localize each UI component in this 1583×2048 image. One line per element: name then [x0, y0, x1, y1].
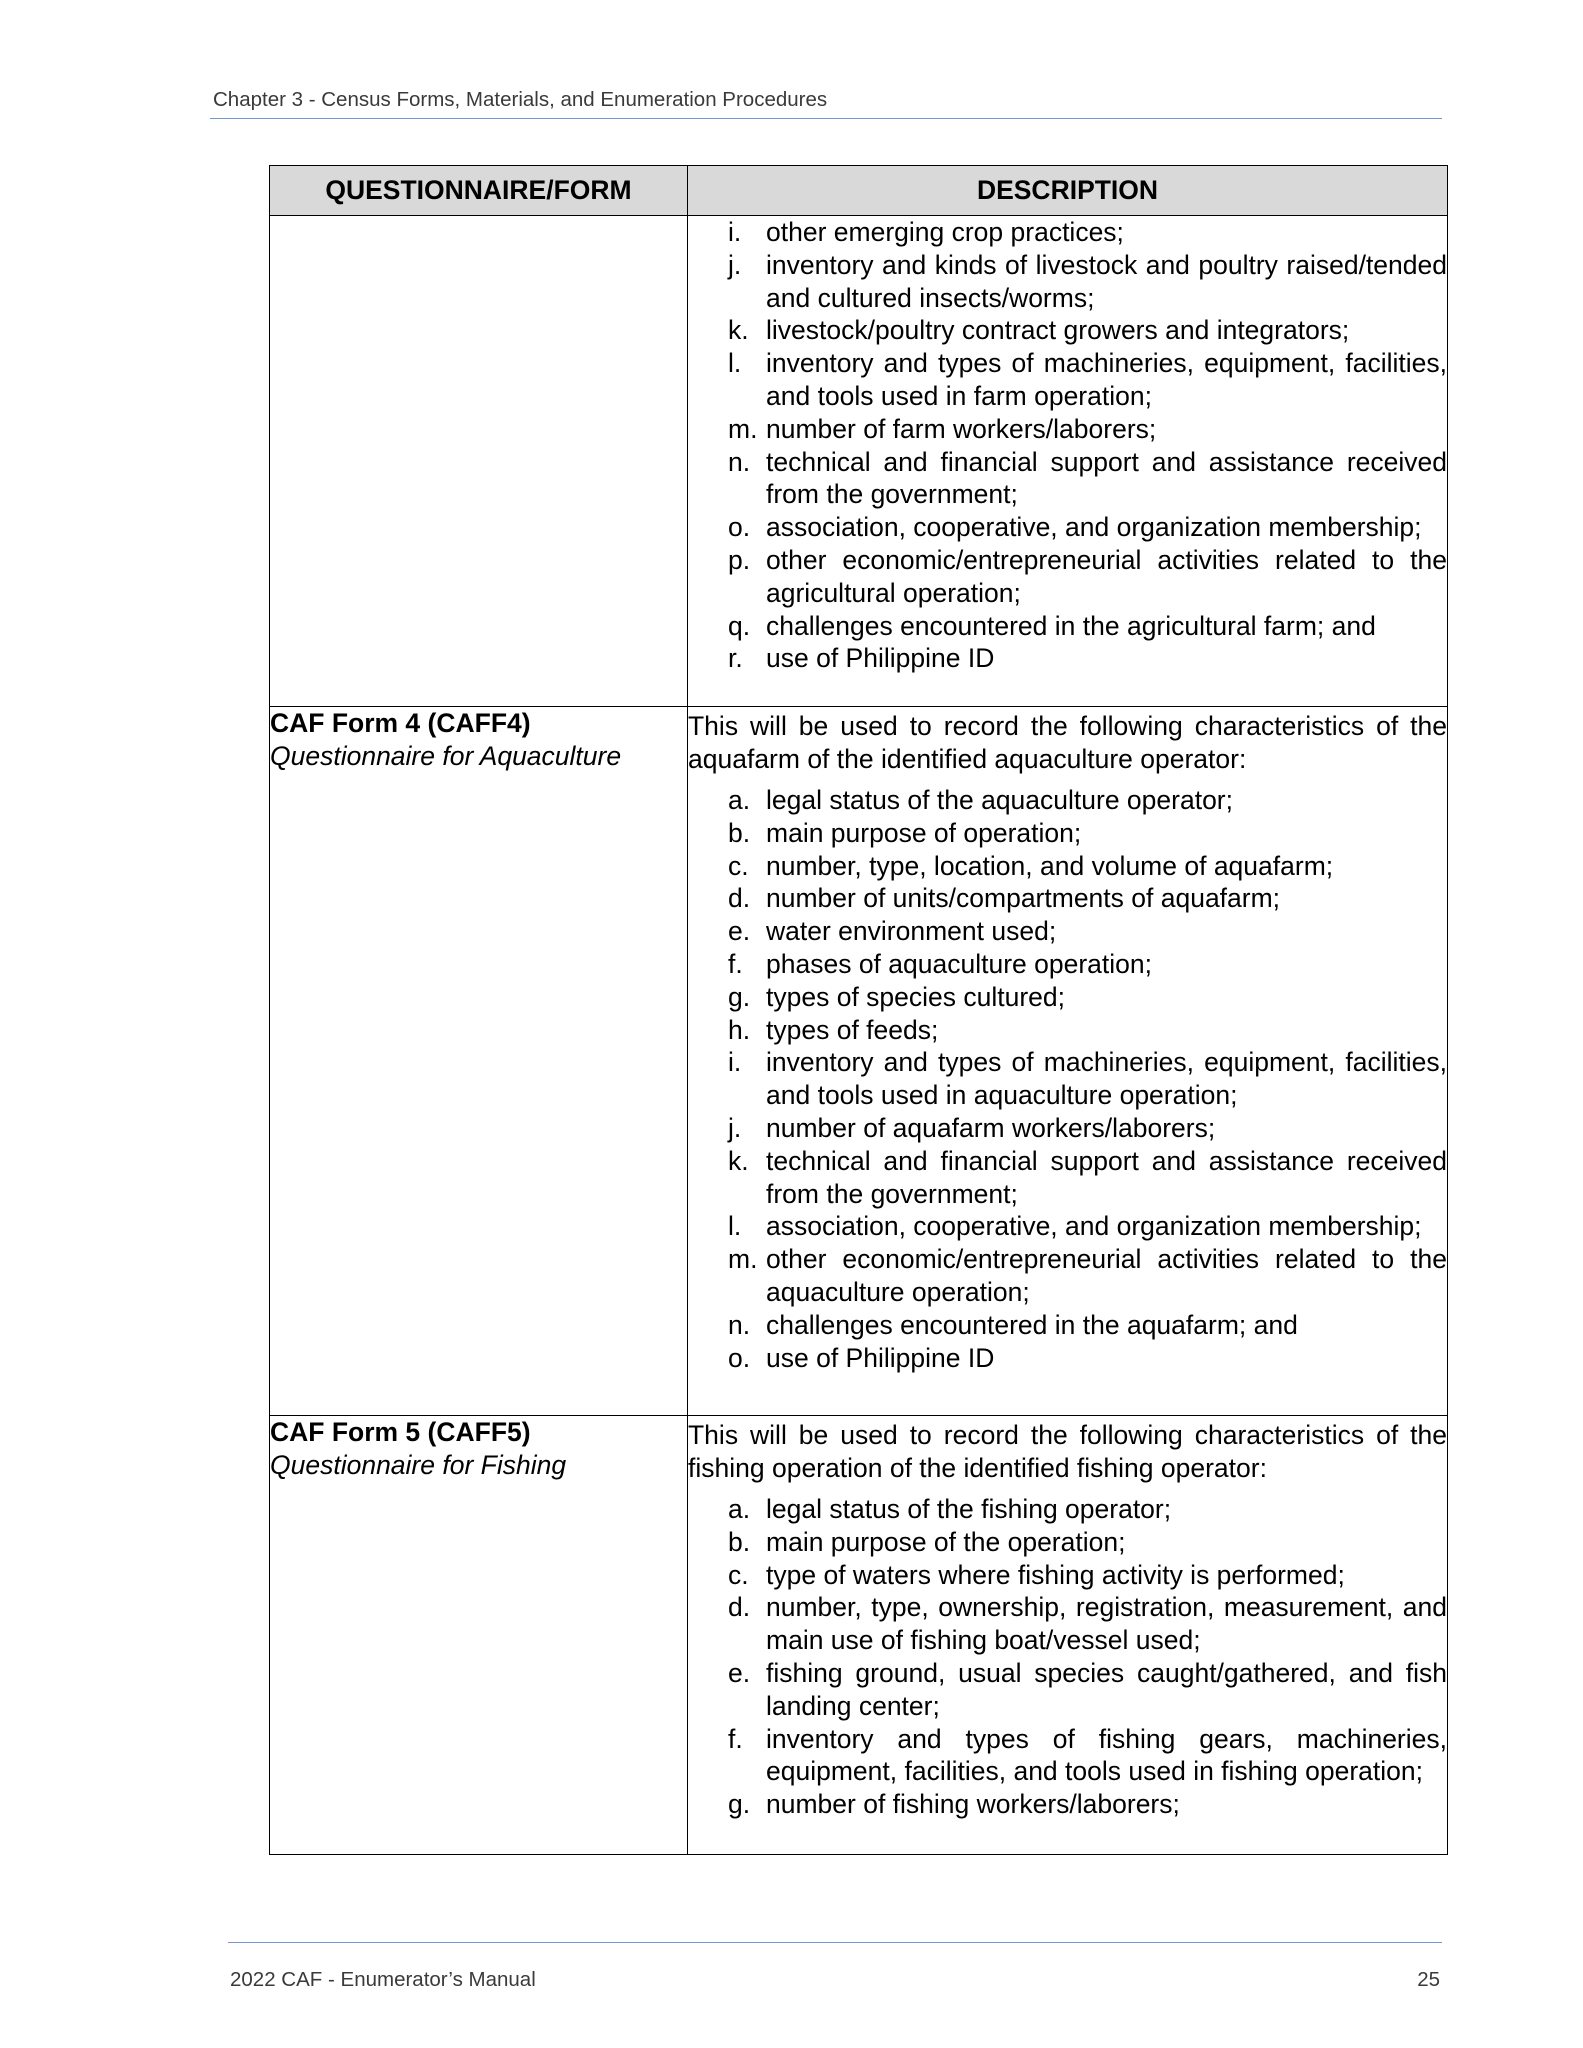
item-text: water environment used; — [766, 916, 1057, 947]
form-subtitle: Questionnaire for Fishing — [270, 1450, 567, 1480]
item-letter: b. — [728, 817, 751, 848]
item-letter: f. — [728, 1723, 743, 1754]
list-item — [728, 817, 1447, 850]
item-letter: d. — [728, 1592, 751, 1623]
item-text: use of Philippine ID — [766, 1342, 995, 1373]
item-text: phases of aquaculture operation; — [766, 948, 1152, 979]
item-letter: q. — [728, 610, 751, 641]
item-letter: p. — [728, 544, 751, 575]
item-letter: g. — [728, 1789, 751, 1820]
table-row — [270, 707, 1448, 1416]
item-letter: m. — [728, 1244, 758, 1275]
item-letter: n. — [728, 1309, 751, 1340]
description-cell — [688, 216, 1448, 707]
form-cell — [270, 216, 688, 707]
item-text: number of fishing workers/laborers; — [766, 1789, 1180, 1820]
item-text: inventory and types of fishing gears, machineries, equipment, facilities, and tools used in fishing operation; — [766, 1723, 1447, 1787]
item-text: other emerging crop practices; — [766, 217, 1124, 247]
item-letter: o. — [728, 512, 751, 543]
item-text: use of Philippine ID — [766, 643, 995, 674]
item-text: main purpose of operation; — [766, 817, 1082, 848]
column-header-description: DESCRIPTION — [688, 166, 1448, 216]
item-letter: k. — [728, 1145, 749, 1176]
item-letter: c. — [728, 1559, 749, 1590]
table-row — [270, 1416, 1448, 1855]
item-text: livestock/poultry contract growers and integrators; — [766, 315, 1350, 346]
footer-rule — [228, 1942, 1442, 1943]
forms-table — [269, 165, 1448, 1855]
item-letter: b. — [728, 1526, 751, 1557]
description-cell — [688, 707, 1448, 1416]
item-text: association, cooperative, and organization membership; — [766, 1211, 1422, 1242]
item-letter: h. — [728, 1014, 751, 1045]
header-rule — [210, 118, 1442, 119]
item-text: types of species cultured; — [766, 981, 1066, 1012]
item-list — [688, 216, 1447, 675]
column-header-questionnaire: QUESTIONNAIRE/FORM — [270, 166, 688, 216]
footer-manual-title: 2022 CAF - Enumerator’s Manual — [230, 1968, 536, 1991]
list-item — [728, 1014, 1447, 1047]
item-letter: l. — [728, 348, 742, 379]
item-letter: f. — [728, 948, 743, 979]
item-text: inventory and types of machineries, equipment, facilities, and tools used in farm operation; — [766, 348, 1447, 411]
list-item — [728, 610, 1447, 643]
running-header: Chapter 3 - Census Forms, Materials, and Enumeration Procedures — [213, 88, 828, 111]
list-item — [728, 1309, 1447, 1342]
list-item — [728, 981, 1447, 1014]
list-item — [728, 948, 1447, 981]
description-intro: This will be used to record the following characteristics of the aquafarm of the identified aquaculture operator: — [688, 711, 1447, 774]
item-text: legal status of the fishing operator; — [766, 1494, 1172, 1524]
item-text: legal status of the aquaculture operator; — [766, 785, 1233, 815]
description-intro: This will be used to record the following characteristics of the fishing operation of the identified fishing operator: — [688, 1420, 1447, 1483]
list-item — [728, 784, 1447, 817]
list-item — [728, 1112, 1447, 1145]
item-letter: d. — [728, 883, 751, 914]
item-letter: g. — [728, 981, 751, 1012]
list-item — [728, 1526, 1447, 1559]
list-item — [728, 1046, 1447, 1112]
item-list — [688, 1493, 1447, 1821]
list-item — [728, 249, 1447, 315]
item-text: number of farm workers/laborers; — [766, 413, 1157, 444]
item-list — [688, 784, 1447, 1374]
list-item — [728, 1243, 1447, 1309]
item-text: number of aquafarm workers/laborers; — [766, 1112, 1216, 1143]
list-item — [728, 642, 1447, 675]
item-letter: a. — [728, 1494, 751, 1524]
list-item — [728, 915, 1447, 948]
form-subtitle: Questionnaire for Aquaculture — [270, 741, 622, 771]
item-letter: e. — [728, 1657, 751, 1688]
item-text: number, type, location, and volume of aquafarm; — [766, 850, 1334, 881]
form-cell — [270, 1416, 688, 1855]
item-letter: m. — [728, 413, 758, 444]
list-item — [728, 1493, 1447, 1526]
item-text: types of feeds; — [766, 1014, 939, 1045]
item-text: type of waters where fishing activity is performed; — [766, 1559, 1345, 1590]
item-text: technical and financial support and assistance received from the government; — [766, 1145, 1447, 1209]
item-letter: i. — [728, 1047, 742, 1078]
list-item — [728, 1559, 1447, 1592]
list-item — [728, 1145, 1447, 1211]
item-text: challenges encountered in the agricultural farm; and — [766, 610, 1376, 641]
list-item — [728, 544, 1447, 610]
page-number: 25 — [1417, 1968, 1440, 1991]
form-cell — [270, 707, 688, 1416]
item-text: main purpose of the operation; — [766, 1526, 1126, 1557]
list-item — [728, 314, 1447, 347]
item-letter: i. — [728, 217, 742, 247]
item-text: challenges encountered in the aquafarm; and — [766, 1309, 1298, 1340]
item-text: fishing ground, usual species caught/gathered, and fish landing center; — [766, 1657, 1447, 1721]
item-text: association, cooperative, and organization membership; — [766, 512, 1422, 543]
item-letter: c. — [728, 850, 749, 881]
table-row — [270, 216, 1448, 707]
list-item — [728, 1788, 1447, 1821]
item-letter: e. — [728, 916, 751, 947]
list-item — [728, 882, 1447, 915]
list-item — [728, 347, 1447, 413]
item-letter: k. — [728, 315, 749, 346]
item-letter: a. — [728, 785, 751, 815]
list-item — [728, 1591, 1447, 1657]
list-item — [728, 511, 1447, 544]
list-item — [728, 1210, 1447, 1243]
item-letter: j. — [728, 1112, 742, 1143]
item-text: other economic/entrepreneurial activities related to the aquaculture operation; — [766, 1244, 1447, 1307]
item-letter: o. — [728, 1342, 751, 1373]
item-text: other economic/entrepreneurial activities related to the agricultural operation; — [766, 544, 1447, 608]
list-item — [728, 1657, 1447, 1723]
form-name: CAF Form 4 (CAFF4) — [270, 708, 531, 738]
item-letter: l. — [728, 1211, 742, 1242]
description-cell — [688, 1416, 1448, 1855]
list-item — [728, 216, 1447, 249]
table-header-row — [270, 166, 1448, 216]
list-item — [728, 446, 1447, 512]
list-item — [728, 1342, 1447, 1375]
list-item — [728, 1723, 1447, 1789]
item-text: inventory and types of machineries, equipment, facilities, and tools used in aquaculture operation; — [766, 1047, 1447, 1111]
list-item — [728, 413, 1447, 446]
item-letter: n. — [728, 446, 751, 477]
item-letter: j. — [728, 249, 742, 280]
item-text: inventory and kinds of livestock and poultry raised/tended and cultured insects/worms; — [766, 249, 1447, 313]
item-text: number of units/compartments of aquafarm; — [766, 883, 1281, 914]
item-text: technical and financial support and assistance received from the government; — [766, 446, 1447, 510]
item-text: number, type, ownership, registration, measurement, and main use of fishing boat/vessel used; — [766, 1592, 1447, 1656]
item-letter: r. — [728, 643, 743, 674]
list-item — [728, 850, 1447, 883]
form-name: CAF Form 5 (CAFF5) — [270, 1417, 531, 1447]
